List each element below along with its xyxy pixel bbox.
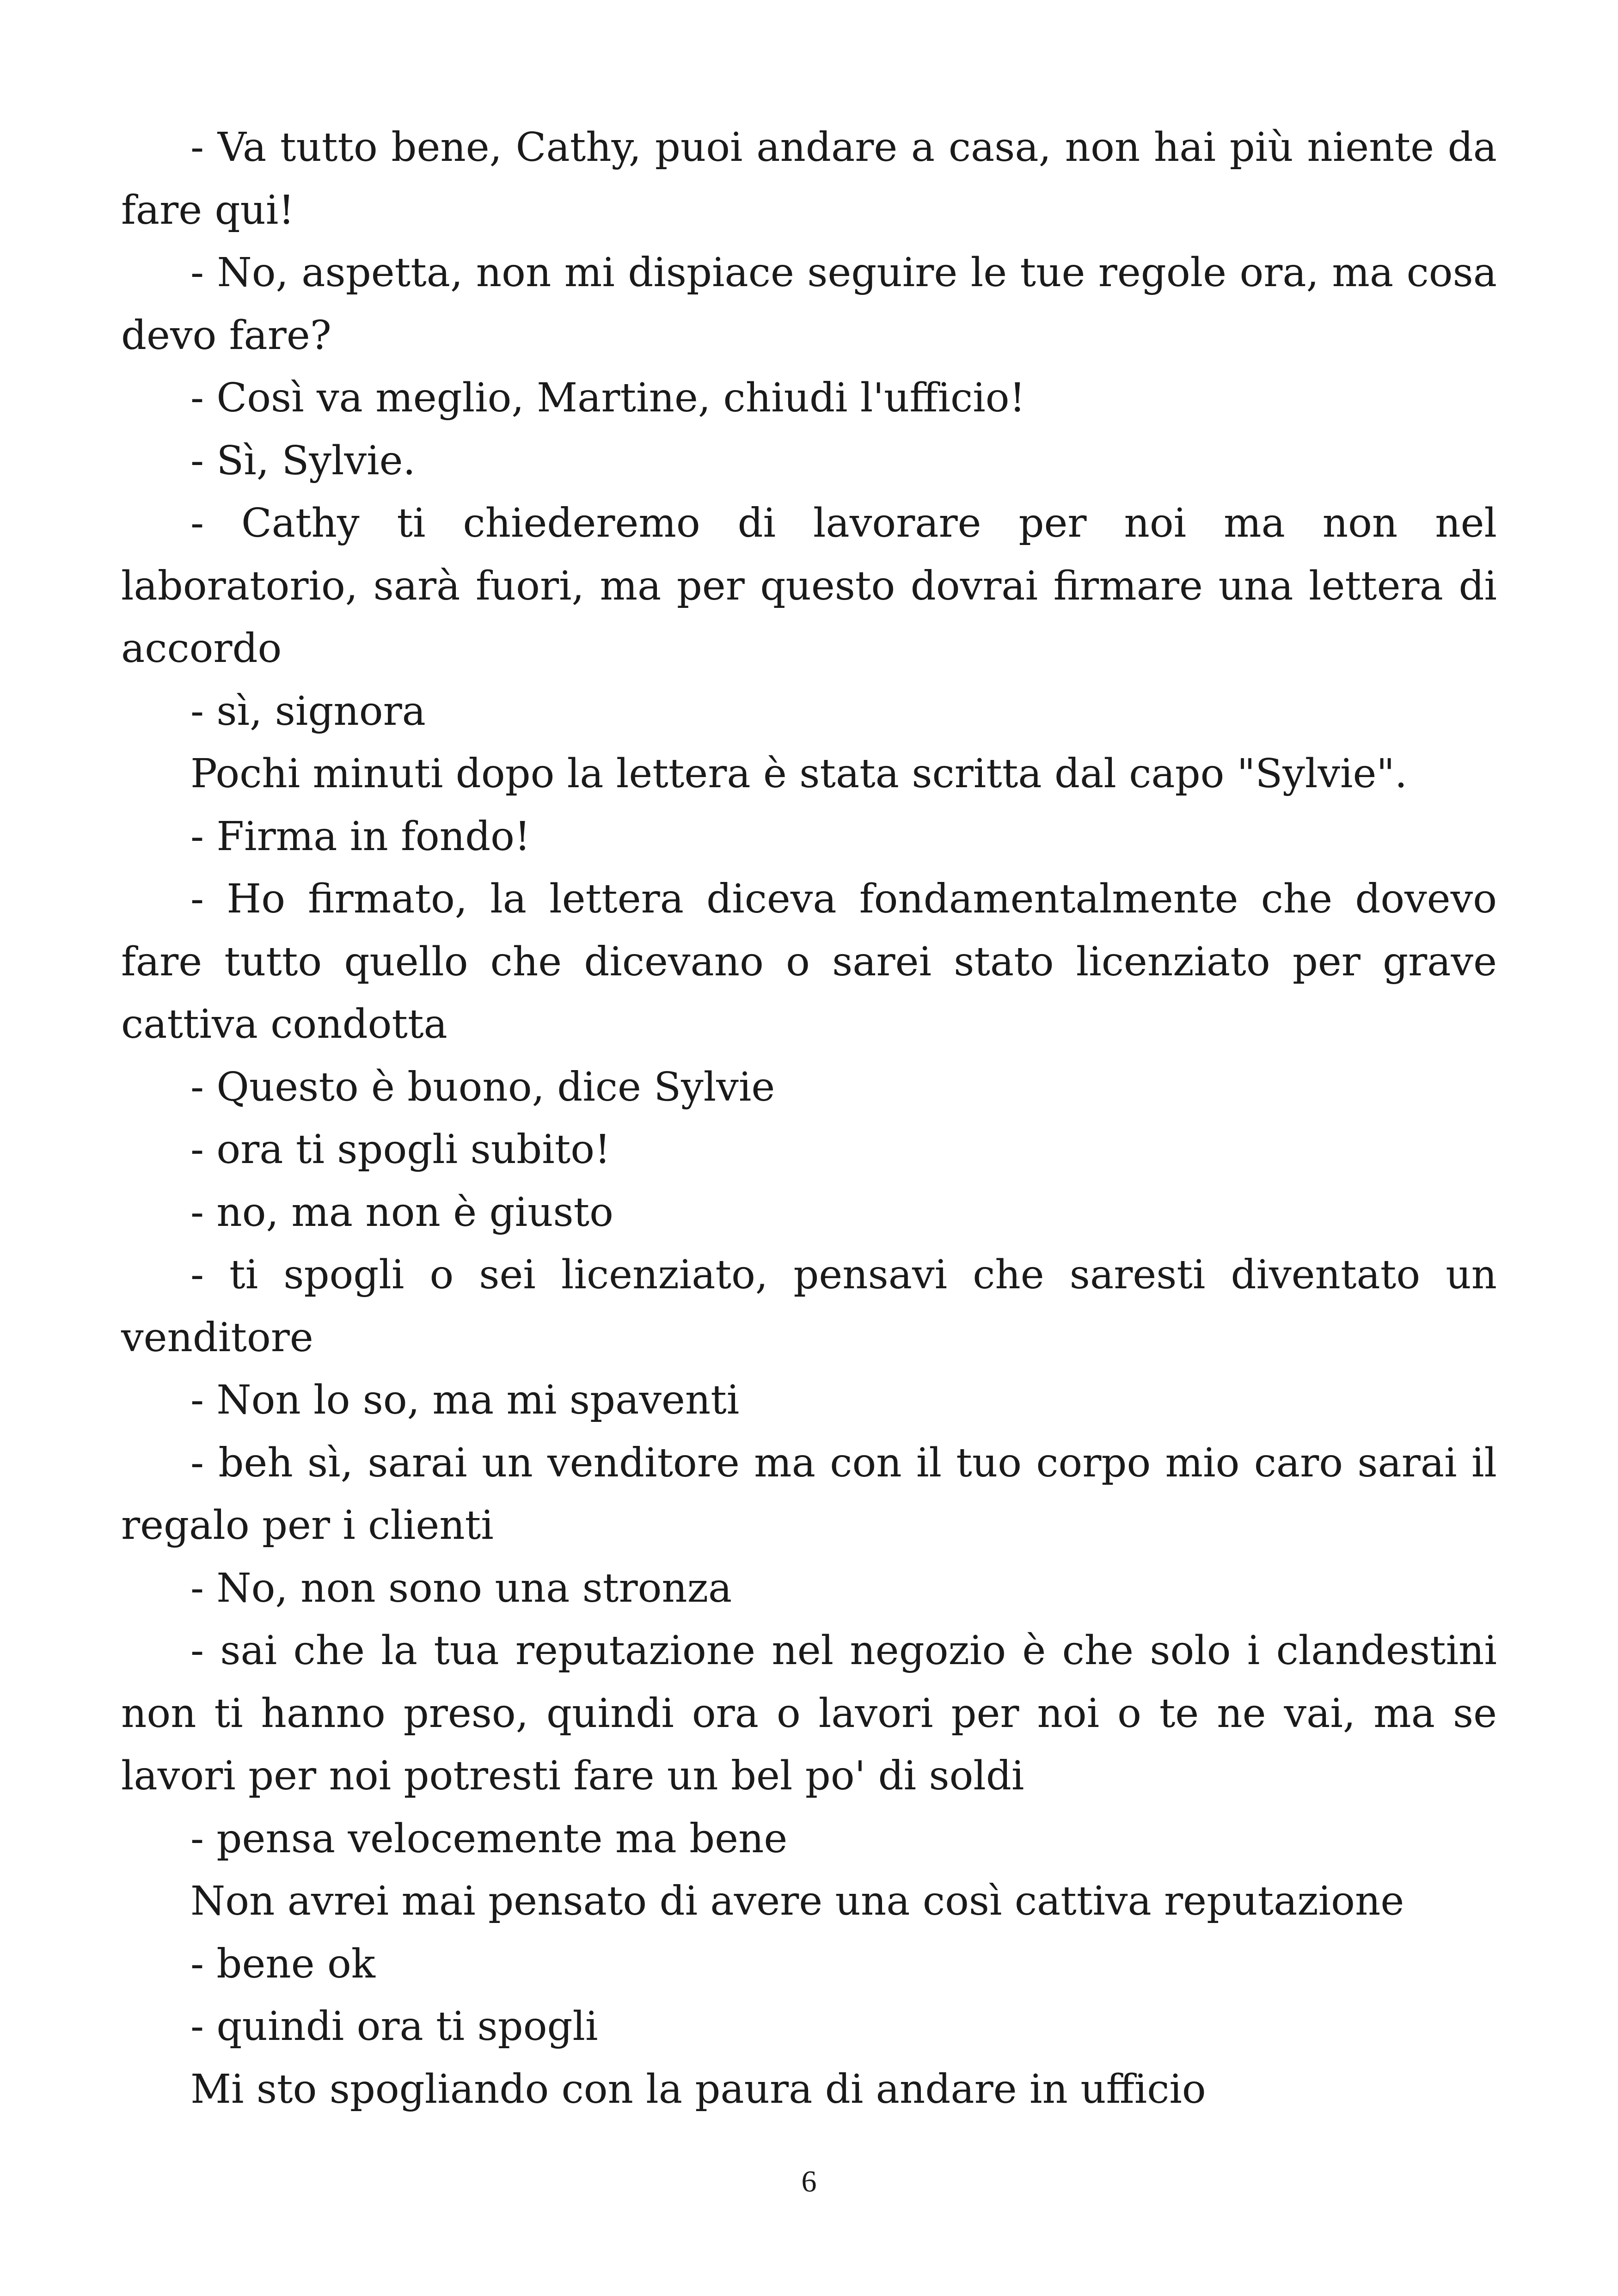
paragraph: Pochi minuti dopo la lettera è stata scritta dal capo "Sylvie".	[190, 751, 1408, 797]
paragraph: - no, ma non è giusto	[190, 1189, 613, 1236]
paragraph: - beh sì, sarai un venditore ma con il tuo corpo mio caro sarai il regalo per i clienti	[121, 1439, 1497, 1549]
paragraph: - sai che la tua reputazione nel negozio è che solo i clandestini non ti hanno preso, quindi ora o lavori per noi o te ne vai, ma se lavori per noi potresti fare un bel po' di soldi	[121, 1628, 1497, 1799]
paragraph: - sì, signora	[190, 688, 426, 735]
body-text	[121, 116, 1497, 2121]
paragraph: - Sì, Sylvie.	[190, 437, 416, 484]
paragraph: Non avrei mai pensato di avere una così cattiva reputazione	[190, 1878, 1404, 1924]
paragraph: - ti spogli o sei licenziato, pensavi che saresti diventato un venditore	[121, 1252, 1497, 1361]
paragraph: - Va tutto bene, Cathy, puoi andare a casa, non hai più niente da fare qui!	[121, 124, 1497, 233]
paragraph: - Non lo so, ma mi spaventi	[190, 1377, 740, 1423]
paragraph: - quindi ora ti spogli	[190, 2003, 598, 2050]
paragraph: - Firma in fondo!	[190, 813, 531, 860]
paragraph: - No, aspetta, non mi dispiace seguire le tue regole ora, ma cosa devo fare?	[121, 250, 1497, 359]
paragraph: - pensa velocemente ma bene	[190, 1815, 788, 1862]
paragraph: - Ho firmato, la lettera diceva fondamentalmente che dovevo fare tutto quello che dicevano o sarei stato licenziato per grave cattiva condotta	[121, 876, 1497, 1047]
paragraph: - No, non sono una stronza	[190, 1565, 732, 1611]
paragraph: - Cathy ti chiederemo di lavorare per noi ma non nel laboratorio, sarà fuori, ma per questo dovrai firmare una lettera di accordo	[121, 500, 1497, 672]
paragraph: Mi sto spogliando con la paura di andare in ufficio	[190, 2066, 1206, 2112]
paragraph: - bene ok	[190, 1941, 375, 1987]
paragraph: - ora ti spogli subito!	[190, 1127, 611, 1173]
page-number: 6	[801, 2165, 817, 2198]
paragraph: - Così va meglio, Martine, chiudi l'ufficio!	[190, 375, 1026, 421]
paragraph: - Questo è buono, dice Sylvie	[190, 1064, 775, 1110]
